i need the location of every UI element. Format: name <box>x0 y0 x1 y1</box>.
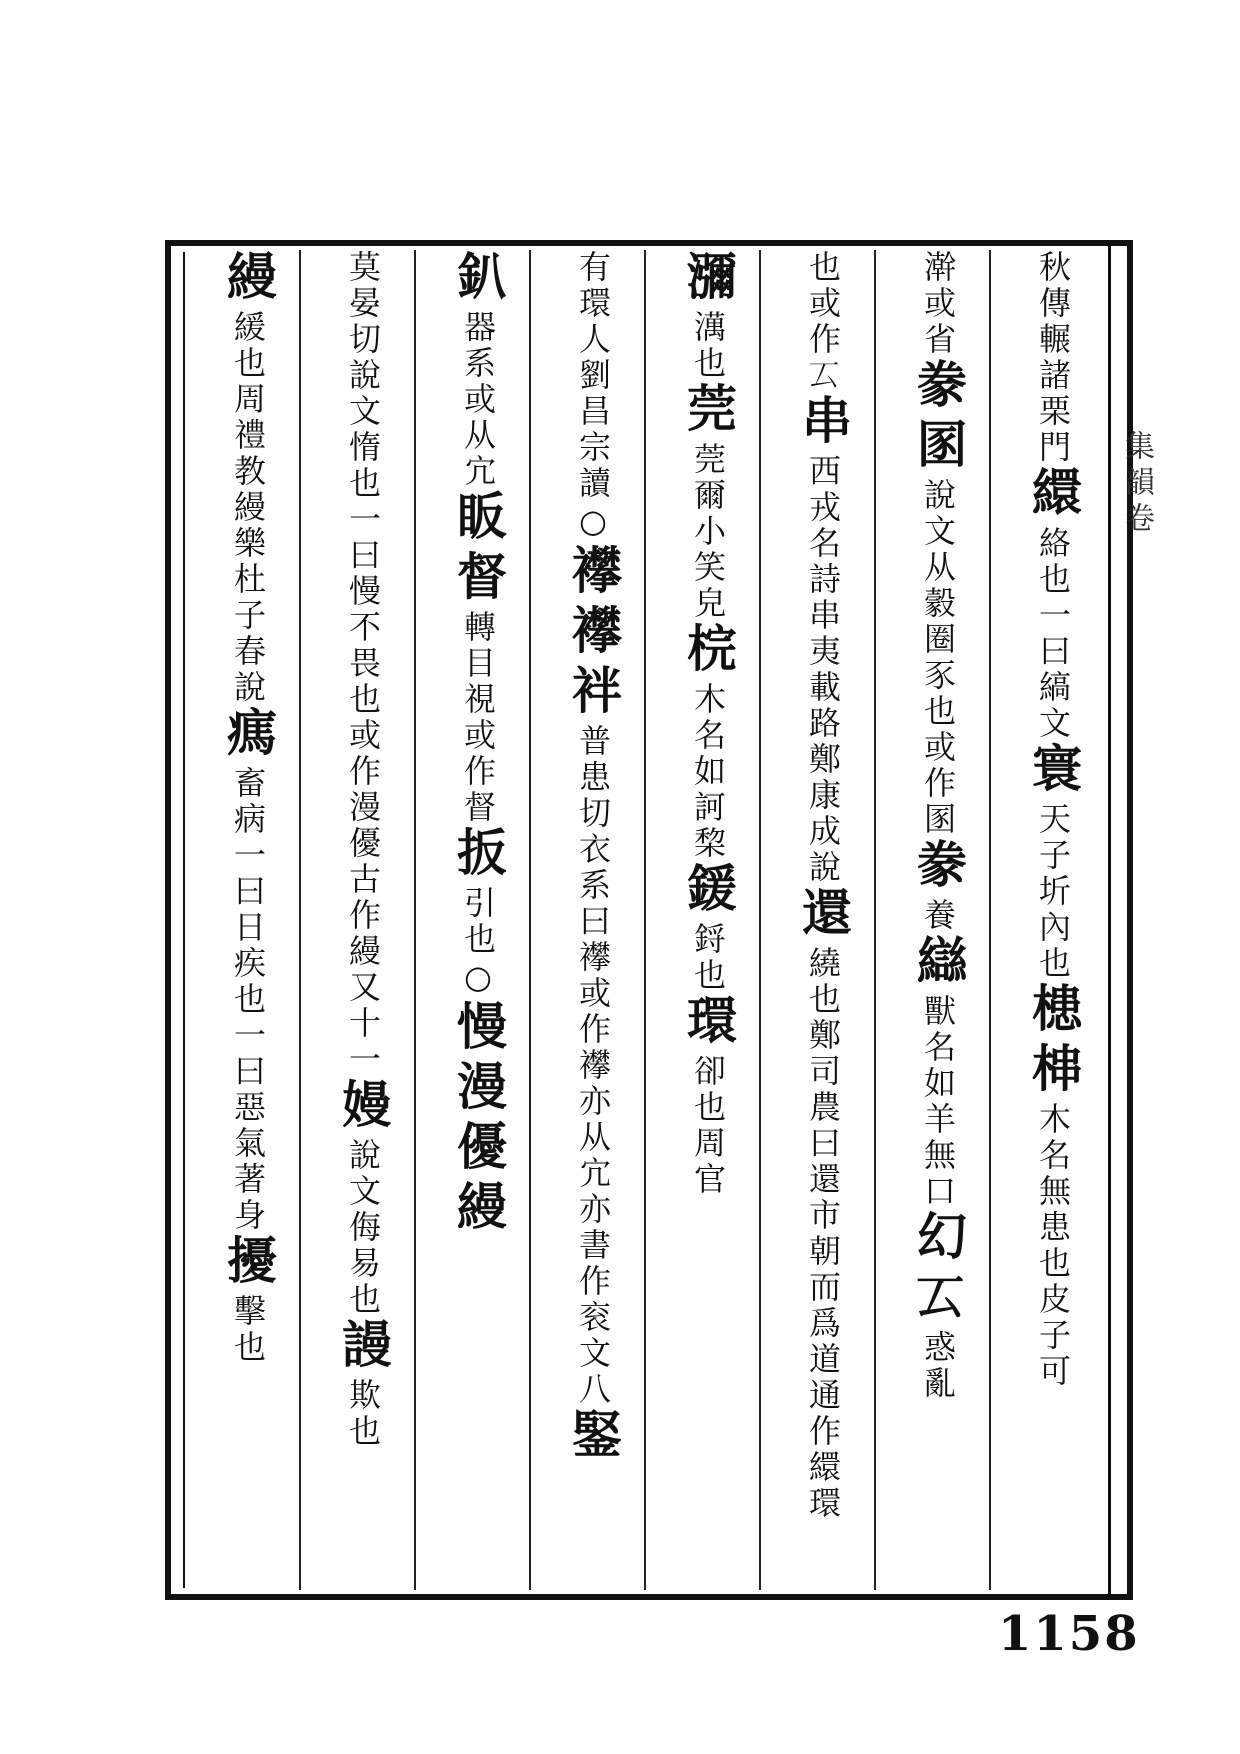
headword: 梡 <box>679 622 738 682</box>
headword: 寰 <box>1024 742 1083 802</box>
headword: 眅督 <box>449 490 508 610</box>
headword: 豢 <box>909 838 968 898</box>
headword: 幻𠫔 <box>909 1210 968 1330</box>
headword: 扳 <box>449 826 508 886</box>
annotation: 養 <box>919 898 957 934</box>
column-divider <box>759 250 761 1590</box>
headword: 襻襻袢 <box>564 544 623 724</box>
column-divider <box>299 250 301 1590</box>
annotation: 木名無患也皮子可 <box>1034 1102 1072 1390</box>
annotation: 絡也一曰縞文 <box>1034 526 1072 742</box>
annotation: 繞也鄭司農曰還市朝而爲道通作繯環 <box>804 946 842 1522</box>
annotation: 天子圻內也 <box>1034 802 1072 982</box>
annotation: 緩也周禮教縵樂杜子春說 <box>229 310 267 706</box>
annotation: 擊也 <box>229 1294 267 1366</box>
column-divider <box>644 250 646 1590</box>
column-divider <box>989 250 991 1590</box>
annotation: 也或作𠫔 <box>804 250 842 394</box>
annotation: 秋傳輾諸栗門 <box>1034 250 1072 466</box>
annotation: 西戎名詩串夷載路鄭康成說 <box>804 454 842 886</box>
annotation: 畜病一曰日疾也一曰惡氣著身 <box>229 766 267 1234</box>
text-columns <box>185 250 1105 1590</box>
annotation: 澣或省 <box>919 250 957 358</box>
headword: 謾 <box>334 1318 393 1378</box>
column <box>185 250 303 1590</box>
column-divider <box>874 250 876 1590</box>
column <box>415 250 533 1590</box>
headword: 䜌 <box>909 934 968 994</box>
annotation: 木名如訶棃 <box>689 682 727 862</box>
headword: 嫚 <box>334 1078 393 1138</box>
margin-title: 集韻卷 <box>1119 430 1154 538</box>
annotation: 轉目視或作督 <box>459 610 497 826</box>
headword: 鍰 <box>679 862 738 922</box>
headword: 槵梙 <box>1024 982 1083 1102</box>
annotation: 欺也 <box>344 1378 382 1450</box>
annotation: 器系或从宂 <box>459 310 497 490</box>
column <box>875 250 993 1590</box>
annotation: 獸名如羊無口 <box>919 994 957 1210</box>
headword: 莞 <box>679 382 738 442</box>
annotation: 普患切衣系曰襻或作襻亦从宂亦書作衮文八 <box>574 724 612 1408</box>
headword: 串 <box>794 394 853 454</box>
headword: 繯 <box>1024 466 1083 526</box>
column <box>300 250 418 1590</box>
headword: 環 <box>679 994 738 1054</box>
column <box>760 250 878 1590</box>
headword: 㾺 <box>219 706 278 766</box>
annotation: 莫晏切說文惰也一曰慢不畏也或作漫優古作縵又十一 <box>344 250 382 1078</box>
headword: 釟 <box>449 250 508 310</box>
headword: 鋻 <box>564 1408 623 1468</box>
margin-rule <box>1108 240 1111 1600</box>
annotation: 莞爾小笑皃 <box>689 442 727 622</box>
headword: 瀰 <box>679 250 738 310</box>
headword: 豢圂 <box>909 358 968 478</box>
headword: 縵 <box>219 250 278 310</box>
headword: 慢漫優縵 <box>449 1000 508 1240</box>
annotation: 惑亂 <box>919 1330 957 1402</box>
annotation: 澫也 <box>689 310 727 382</box>
annotation: 卻也周官 <box>689 1054 727 1198</box>
column <box>990 250 1108 1590</box>
annotation: 有環人劉昌宗讀 <box>574 250 612 502</box>
annotation: 引也 <box>459 886 497 958</box>
column <box>645 250 763 1590</box>
column-divider <box>529 250 531 1590</box>
column-divider <box>414 250 416 1590</box>
headword: 擾 <box>219 1234 278 1294</box>
annotation: ○ <box>459 958 497 1000</box>
annotation: ○ <box>574 502 612 544</box>
column <box>530 250 648 1590</box>
annotation: 說文从豰圈豕也或作圂 <box>919 478 957 838</box>
annotation: 說文侮易也 <box>344 1138 382 1318</box>
headword: 還 <box>794 886 853 946</box>
annotation: 鋝也 <box>689 922 727 994</box>
page-number: 1158 <box>998 1606 1140 1662</box>
